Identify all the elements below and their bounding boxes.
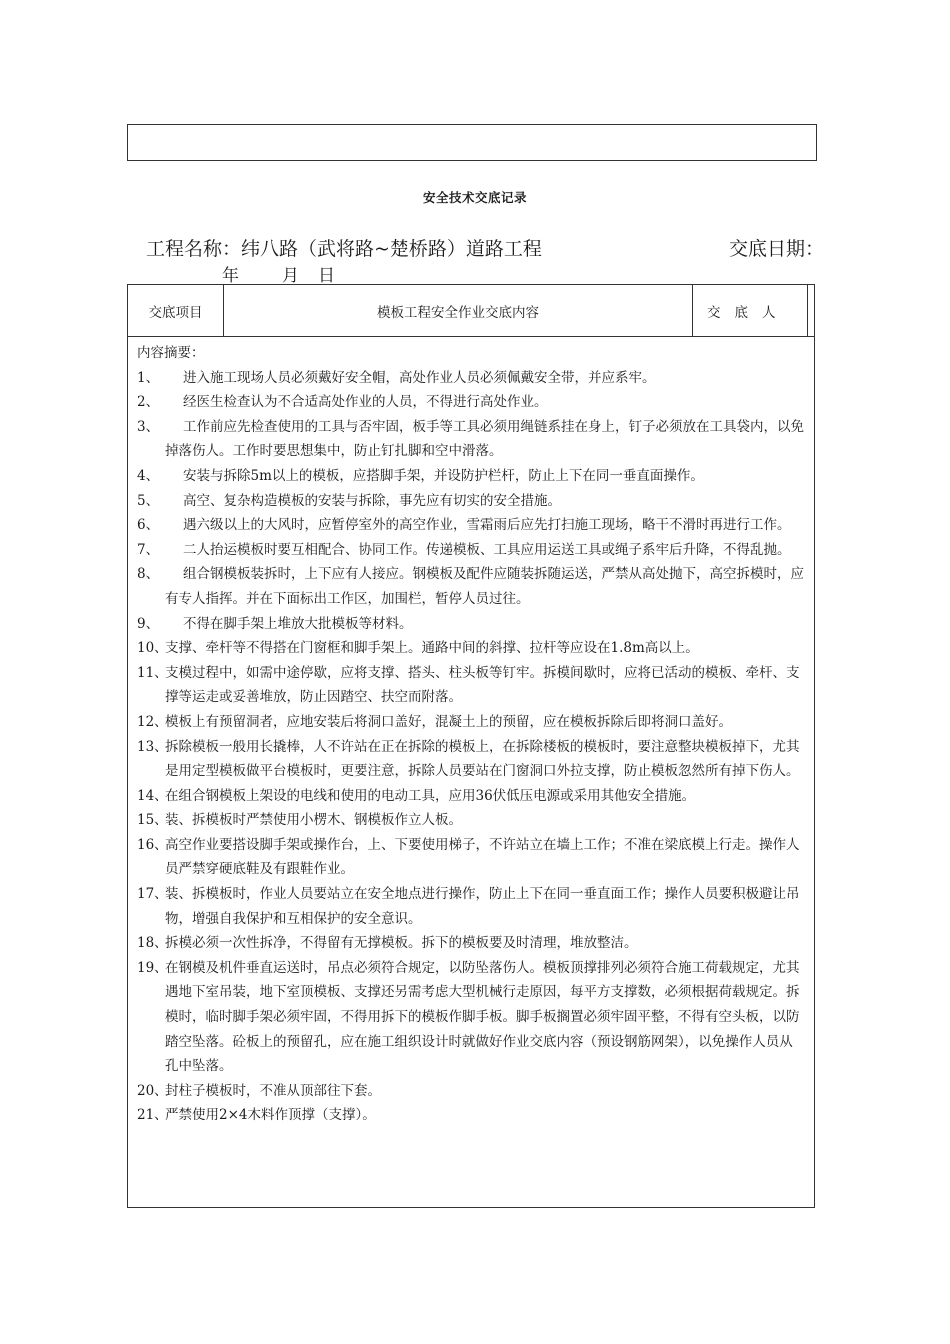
- item-text: 高空作业要搭设脚手架或操作台，上、下要使用梯子，不许站立在墙上工作；不准在梁底模上行走。操作人员严禁穿硬底鞋及有跟鞋作业。: [165, 836, 800, 878]
- list-item: [137, 464, 805, 489]
- item-number: 13、: [137, 738, 168, 755]
- item-number: 20、: [137, 1082, 168, 1099]
- list-item: [137, 1103, 805, 1128]
- item-number: 14、: [137, 787, 168, 804]
- item-number: 8、: [137, 566, 160, 583]
- list-item: [137, 538, 805, 563]
- list-item: [137, 415, 805, 464]
- project-name: 工程名称：纬八路（武将路~楚桥路）道路工程: [146, 238, 542, 260]
- list-item: [137, 513, 805, 538]
- list-item: [137, 833, 805, 882]
- item-number: 3、: [137, 418, 160, 435]
- table-header-row: [128, 285, 814, 337]
- item-number: 6、: [137, 517, 160, 534]
- list-item: [137, 612, 805, 637]
- item-text: 装、拆模板时严禁使用小楞木、钢模板作立人板。: [165, 812, 462, 829]
- list-item: [137, 784, 805, 809]
- item-text: 拆模必须一次性拆净，不得留有无撑模板。拆下的模板要及时清理，堆放整洁。: [165, 935, 638, 952]
- item-text: 在钢模及机件垂直运送时，吊点必须符合规定，以防坠落伤人。模板顶撑排列必须符合施工荷载规定，尤其遇地下室吊装，地下室顶模板、支撑还另需考虑大型机械行走原因，每平方支撑数，必须根据荷载规定。拆模时，临时脚手架必须牢固，不得用拆下的模板作脚手板。脚手板搁置必须牢固平整，不得有空头板，以防踏空坠落。砼板上的预留孔，应在施工组织设计时就做好作业交底内容（预设钢筋网架），以免操作人员从孔中坠落。: [165, 959, 800, 1075]
- date-day: 日: [318, 266, 335, 286]
- item-number: 19、: [137, 959, 168, 976]
- item-number: 21、: [137, 1107, 168, 1124]
- summary-label: 内容摘要：: [137, 345, 205, 361]
- item-text: 经医生检查认为不合适高处作业的人员，不得进行高处作业。: [183, 394, 548, 411]
- item-text: 高空、复杂构造模板的安装与拆除，事先应有切实的安全措施。: [183, 492, 561, 509]
- item-number: 4、: [137, 467, 160, 484]
- item-number: 2、: [137, 394, 160, 411]
- list-item: [137, 882, 805, 931]
- item-text: 严禁使用2×4木料作顶撑（支撑）。: [165, 1107, 376, 1124]
- item-text: 封柱子模板时，不准从顶部往下套。: [165, 1082, 381, 1099]
- list-item: [137, 710, 805, 735]
- item-list: [137, 366, 805, 1128]
- item-number: 16、: [137, 836, 168, 853]
- item-number: 18、: [137, 935, 168, 952]
- item-text: 不得在脚手架上堆放大批模板等材料。: [183, 615, 413, 632]
- item-number: 12、: [137, 713, 168, 730]
- date-label: 交底日期：: [729, 238, 825, 260]
- item-text: 组合钢模板装拆时，上下应有人接应。钢模板及配件应随装拆随运送，严禁从高处抛下，高空拆模时，应有专人指挥。并在下面标出工作区，加围栏，暂停人员过往。: [165, 566, 804, 607]
- person-label-cell: 交底人: [693, 285, 808, 336]
- list-item: [137, 661, 805, 710]
- date-year: 年: [222, 266, 239, 286]
- list-item: [137, 808, 805, 833]
- item-label-cell: 交底项目: [128, 285, 224, 336]
- item-value-cell: 模板工程安全作业交底内容: [224, 285, 693, 336]
- item-number: 9、: [137, 615, 160, 632]
- header-blank-box: [127, 124, 817, 161]
- briefing-table: [127, 284, 815, 1208]
- list-item: [137, 1079, 805, 1104]
- item-number: 11、: [137, 664, 168, 681]
- list-item: [137, 366, 805, 391]
- list-item: [137, 562, 805, 611]
- item-number: 17、: [137, 886, 168, 903]
- item-text: 工作前应先检查使用的工具与否牢固，板手等工具必须用绳链系挂在身上，钉子必须放在工具袋内，以免掉落伤人。工作时要思想集中，防止钉扎脚和空中滑落。: [165, 418, 804, 460]
- person-value-cell: [808, 285, 814, 336]
- item-text: 遇六级以上的大风时，应暂停室外的高空作业，雪霜雨后应先打扫施工现场，略干不滑时再进行工作。: [183, 517, 791, 534]
- item-number: 1、: [137, 369, 160, 386]
- item-text: 支模过程中，如需中途停歇，应将支撑、搭头、柱头板等钉牢。拆模间歇时，应将已活动的模板、牵杆、支撑等运走或妥善堆放，防止因踏空、扶空而附落。: [165, 664, 800, 706]
- list-item: [137, 489, 805, 514]
- item-number: 5、: [137, 492, 160, 509]
- item-text: 装、拆模板时，作业人员要站立在安全地点进行操作，防止上下在同一垂直面工作；操作人员要积极避让吊物，增强自我保护和互相保护的安全意识。: [165, 886, 800, 927]
- list-item: [137, 390, 805, 415]
- item-number: 10、: [137, 640, 168, 657]
- list-item: [137, 735, 805, 784]
- item-text: 支撑、牵杆等不得搭在门窗框和脚手架上。通路中间的斜撑、拉杆等应设在1.8m高以上。: [165, 640, 699, 657]
- item-text: 安装与拆除5m以上的模板，应搭脚手架，并设防护栏杆，防止上下在同一垂直面操作。: [183, 467, 704, 484]
- date-month: 月: [282, 266, 299, 286]
- item-text: 进入施工现场人员必须戴好安全帽，高处作业人员必须佩戴安全带，并应系牢。: [183, 369, 656, 386]
- item-text: 二人抬运模板时要互相配合、协同工作。传递模板、工具应用运送工具或绳子系牢后升降，不得乱抛。: [183, 541, 791, 558]
- list-item: [137, 931, 805, 956]
- item-number: 15、: [137, 812, 168, 829]
- item-text: 在组合钢模板上架设的电线和使用的电动工具，应用36伏低压电源或采用其他安全措施。: [165, 787, 696, 804]
- item-text: 拆除模板一般用长撬棒，人不许站在正在拆除的模板上，在拆除楼板的模板时，要注意整块模板掉下，尤其是用定型模板做平台模板时，更要注意，拆除人员要站在门窗洞口外拉支撑，防止模板忽然所有掉下伤人。: [165, 738, 800, 780]
- list-item: [137, 956, 805, 1079]
- list-item: [137, 636, 805, 661]
- item-number: 7、: [137, 541, 160, 558]
- date-fields: [222, 261, 335, 286]
- item-text: 模板上有预留洞者，应地安装后将洞口盖好，混凝土上的预留，应在模板拆除后即将洞口盖好。: [165, 713, 732, 730]
- document-title: 安全技术交底记录: [422, 190, 527, 205]
- content-summary: [137, 341, 805, 1128]
